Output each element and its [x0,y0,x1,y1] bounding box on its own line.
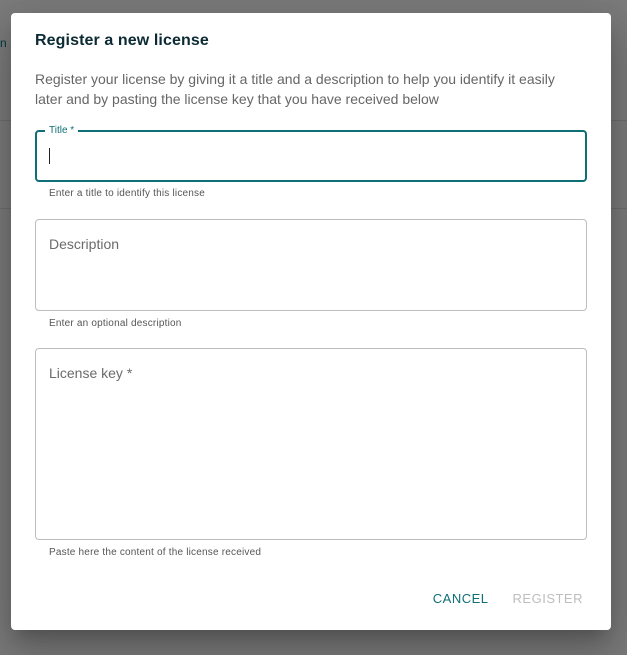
dialog-description: Register your license by giving it a title and a description to help you identify it easily later and by pasting the license key that you have received below [35,71,555,107]
text-caret [49,148,50,164]
description-field [35,219,587,329]
title-helper-text: Enter a title to identify this license [49,188,206,199]
license-key-helper-text: Paste here the content of the license received [49,547,262,558]
license-key-field-box[interactable] [35,348,587,540]
background-tab-label: n [0,36,7,50]
dialog-title: Register a new license [35,32,209,49]
title-input[interactable] [51,146,571,166]
title-field-box[interactable] [35,125,587,182]
description-field-box[interactable] [35,219,587,311]
register-license-dialog [11,13,611,630]
description-helper-text: Enter an optional description [49,318,182,329]
license-key-field-label: License key * [49,365,133,381]
dialog-actions [421,585,595,612]
title-field [35,125,587,199]
description-field-label: Description [49,236,120,252]
title-field-label: Title * [45,125,78,137]
license-key-input[interactable] [50,363,570,523]
license-key-field [35,348,587,558]
register-button[interactable]: REGISTER [501,585,595,612]
cancel-button[interactable]: CANCEL [421,585,501,612]
description-input[interactable] [50,234,570,294]
